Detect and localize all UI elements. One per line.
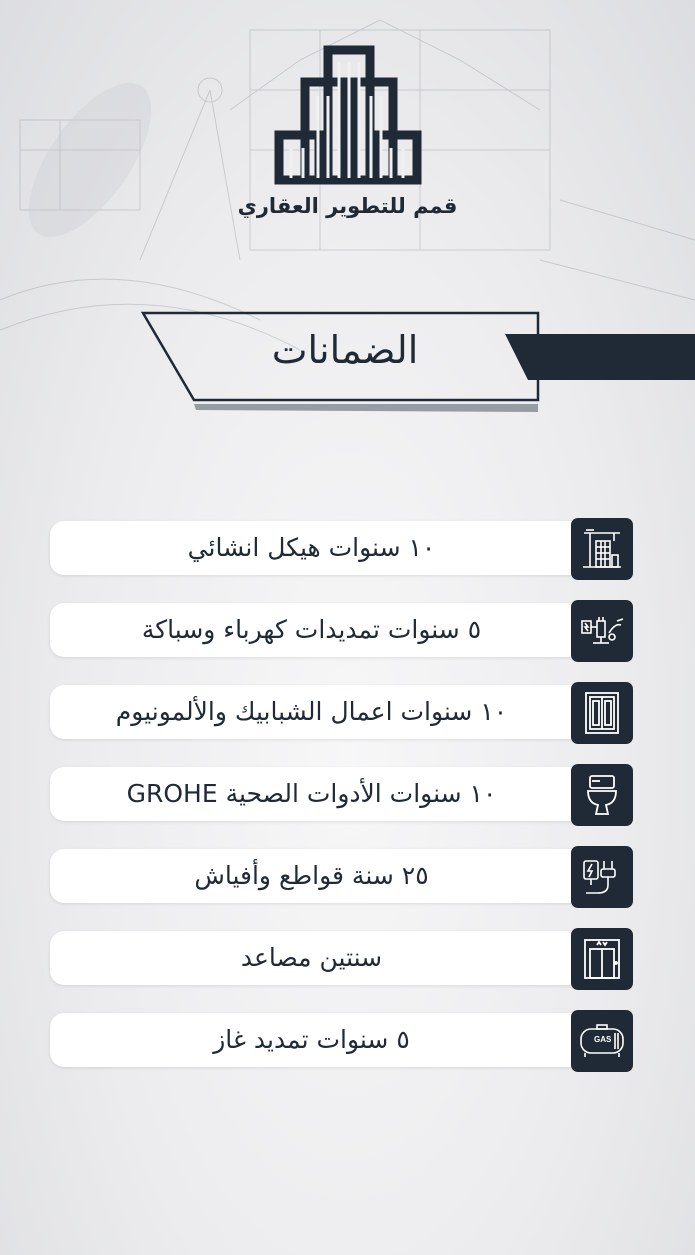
list-item <box>50 600 635 662</box>
toilet-icon <box>571 764 633 826</box>
window-icon <box>571 682 633 744</box>
gas-tank-icon <box>571 1010 633 1072</box>
guarantee-label-box <box>50 767 595 821</box>
guarantee-label: ١٠ سنوات الأدوات الصحية GROHE <box>126 779 497 808</box>
list-item <box>50 928 635 990</box>
page-title: الضمانات <box>271 328 419 372</box>
buildings-logo-icon <box>273 40 423 190</box>
brand-name: قمم للتطوير العقاري <box>237 194 458 218</box>
guarantee-label-box <box>50 931 595 985</box>
guarantee-label: ٢٥ سنة قواطع وأفياش <box>194 861 429 890</box>
plug-icon <box>571 846 633 908</box>
plumbing-electric-icon <box>571 600 633 662</box>
guarantee-label-box <box>50 1013 595 1067</box>
list-item <box>50 764 635 826</box>
list-item <box>50 518 635 580</box>
construction-crane-icon <box>571 518 633 580</box>
guarantee-label-box <box>50 521 595 575</box>
gas-label: GAS <box>594 1035 612 1044</box>
elevator-icon <box>571 928 633 990</box>
guarantee-label: سنتين مصاعد <box>240 943 383 972</box>
guarantee-label: ١٠ سنوات هيكل انشائي <box>187 533 436 562</box>
guarantee-label-box <box>50 685 595 739</box>
guarantee-label: ١٠ سنوات اعمال الشبابيك والألمونيوم <box>115 697 508 726</box>
title-banner <box>0 300 695 420</box>
guarantee-label: ٥ سنوات تمديدات كهرباء وسباكة <box>141 615 482 644</box>
brand-logo <box>0 40 695 218</box>
guarantee-label: ٥ سنوات تمديد غاز <box>213 1025 410 1054</box>
list-item <box>50 846 635 908</box>
list-item <box>50 1010 635 1072</box>
list-item <box>50 682 635 744</box>
guarantee-label-box <box>50 849 595 903</box>
guarantees-list <box>50 518 635 1092</box>
guarantee-label-box <box>50 603 595 657</box>
